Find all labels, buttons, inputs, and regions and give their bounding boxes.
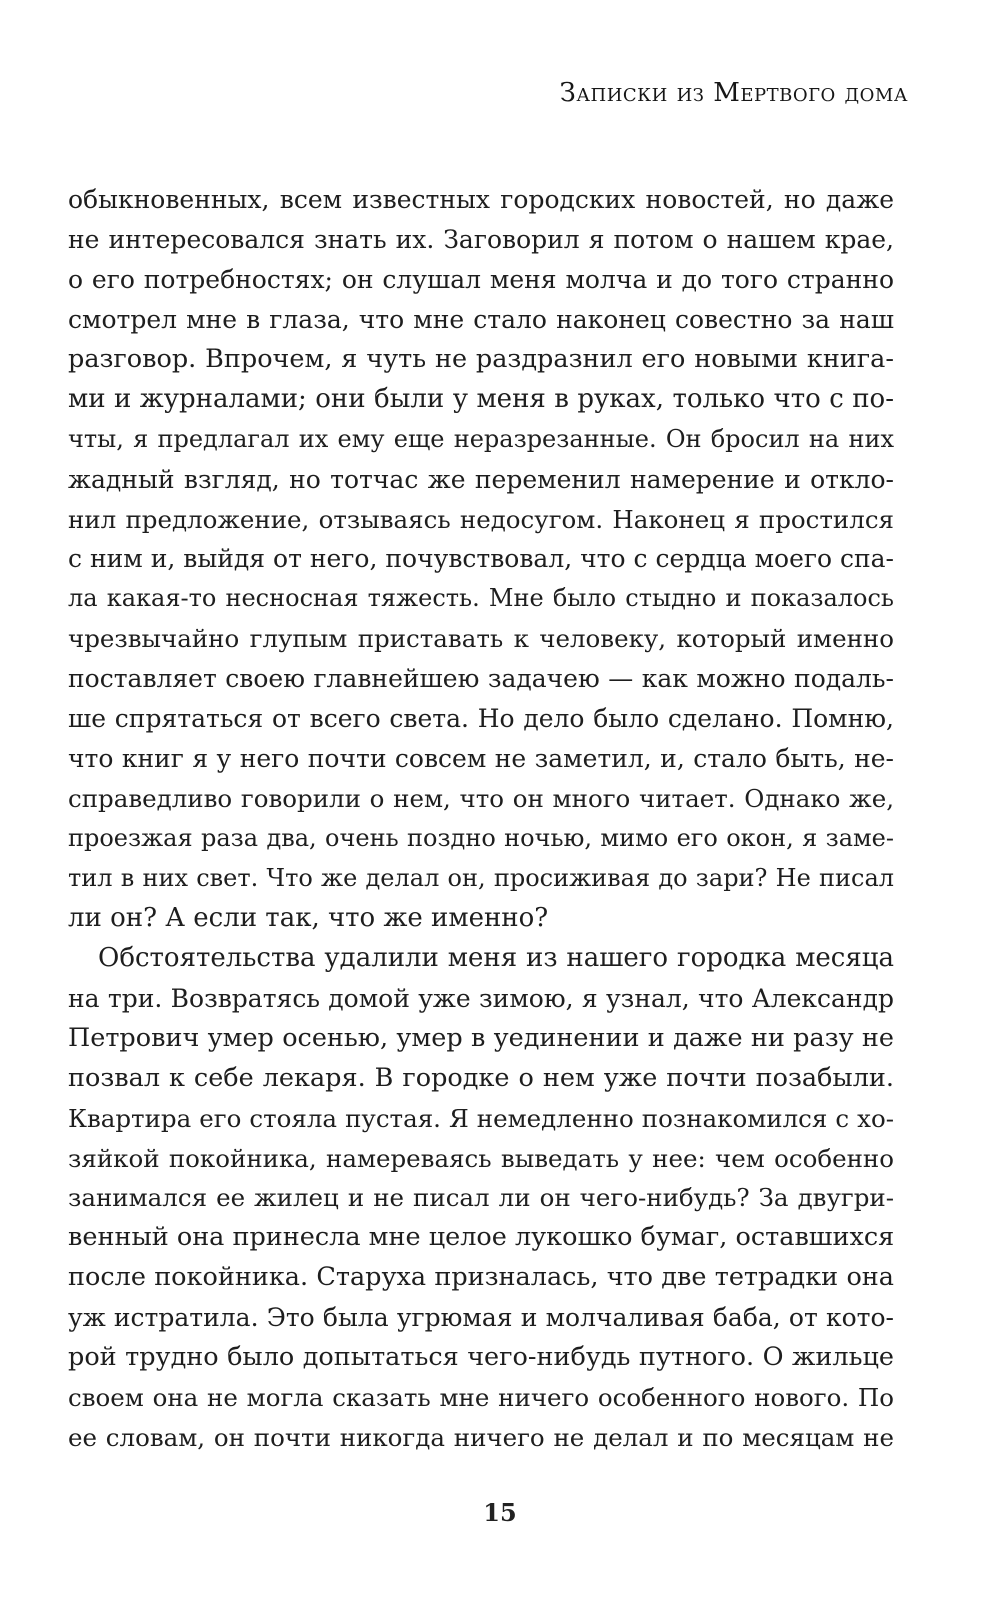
text-line: Квартира его стояла пустая. Я немедленно познакомился с хо- <box>68 1103 894 1133</box>
text-line: ли он? А если так, что же именно? <box>68 902 549 933</box>
text-line: ше спрятаться от всего света. Но дело было сделано. Помню, <box>68 704 894 734</box>
text-line: чты, я предлагал их ему еще неразрезанные. Он бросил на них <box>68 424 894 453</box>
text-line: Обстоятельства удалили меня из нашего городка месяца <box>98 942 894 973</box>
text-line: зяйкой покойника, намереваясь выведать у нее: чем особенно <box>68 1143 894 1173</box>
text-line: о его потребностях; он слушал меня молча и до того странно <box>68 264 894 294</box>
text-line: обыкновенных, всем известных городских новостей, но даже <box>68 185 894 214</box>
text-line: рой трудно было допытаться чего-нибудь путного. О жильце <box>68 1342 894 1373</box>
text-line: занимался ее жилец и не писал ли он чего-нибудь? За двугри- <box>68 1183 894 1213</box>
text-line: что книг я у него почти совсем не заметил, и, стало быть, не- <box>68 744 894 774</box>
body-text <box>68 180 894 1458</box>
text-line: проезжая раза два, очень поздно ночью, мимо его окон, я заме- <box>68 824 894 852</box>
text-line: после покойника. Старуха призналась, что две тетрадки она <box>68 1262 894 1293</box>
text-line: чрезвычайно глупым приставать к человеку, который именно <box>68 624 894 654</box>
text-line: разговор. Впрочем, я чуть не раздразнил его новыми книга- <box>68 343 894 374</box>
text-line: Петрович умер осенью, умер в уединении и даже ни разу не <box>68 1022 894 1053</box>
text-line: с ним и, выйдя от него, почувствовал, что с сердца моего спа- <box>68 544 894 574</box>
text-line: жадный взгляд, но тотчас же переменил намерение и откло- <box>68 464 894 494</box>
text-line: поставляет своею главнейшею задачею — как можно подаль- <box>68 664 894 694</box>
text-line: позвал к себе лекаря. В городке о нем уже почти позабыли. <box>68 1062 894 1093</box>
page-number: 15 <box>483 1498 517 1527</box>
text-line: тил в них свет. Что же делал он, просиживая до зари? Не писал <box>68 863 894 892</box>
text-line: не интересовался знать их. Заговорил я потом о нашем крае, <box>68 224 894 254</box>
running-head: Записки из Мертвого дома <box>559 78 908 108</box>
text-line: уж истратила. Это была угрюмая и молчаливая баба, от кото- <box>68 1303 894 1333</box>
text-line: ла какая-то несносная тяжесть. Мне было стыдно и показалось <box>68 584 894 613</box>
text-line: на три. Возвратясь домой уже зимою, я узнал, что Александр <box>68 983 894 1013</box>
text-line: нил предложение, отзываясь недосугом. Наконец я простился <box>68 504 894 534</box>
text-line: ми и журналами; они были у меня в руках, только что с по- <box>68 383 894 414</box>
text-line: смотрел мне в глаза, что мне стало наконец совестно за наш <box>68 304 894 334</box>
text-line: ее словам, он почти никогда ничего не делал и по месяцам не <box>68 1423 894 1453</box>
text-line: справедливо говорили о нем, что он много читает. Однако же, <box>68 784 894 814</box>
text-line: венный она принесла мне целое лукошко бумаг, оставшихся <box>68 1222 895 1253</box>
text-line: своем она не могла сказать мне ничего особенного нового. По <box>68 1383 894 1413</box>
